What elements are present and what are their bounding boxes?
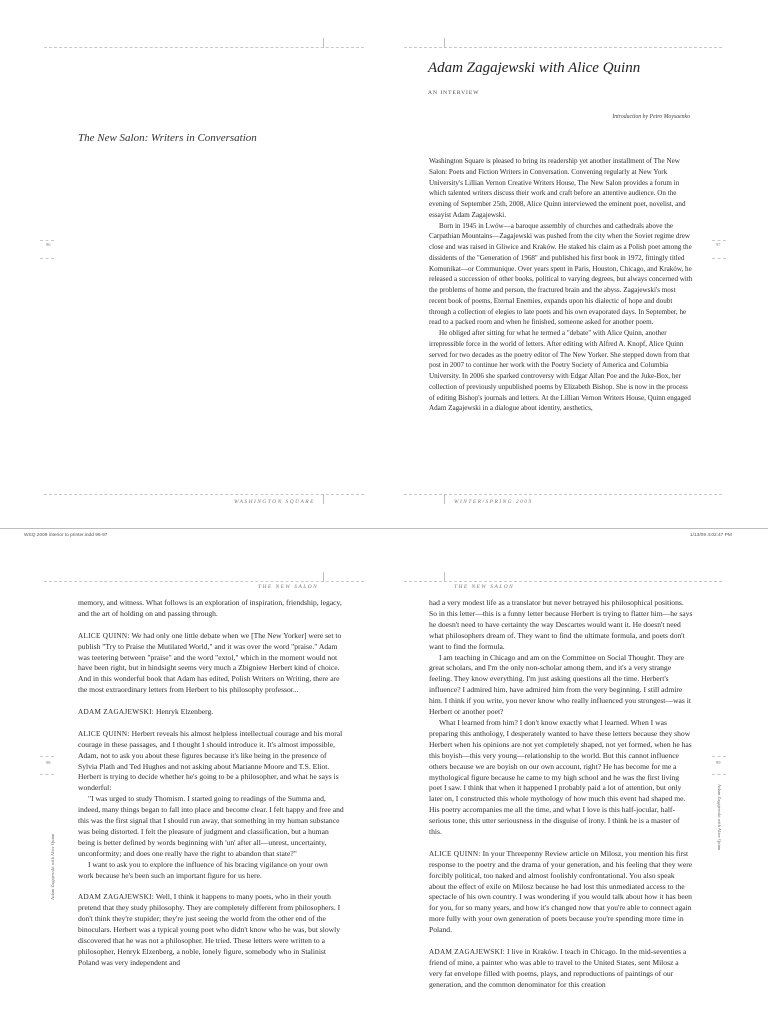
- speaker-label: ALICE QUINN:: [78, 631, 130, 640]
- running-footer: WINTER/SPRING 2009: [454, 499, 533, 505]
- body-paragraph: I want to ask you to explore the influence of his bracing vigilance on your own work because he's been such an important figure for us here.: [78, 859, 328, 880]
- page-number: 97: [716, 242, 721, 247]
- crop-line: [404, 494, 722, 495]
- crop-line: [712, 774, 726, 775]
- running-header: THE NEW SALON: [258, 584, 319, 590]
- paragraph-text: We had only one little debate when we [The New Yorker] were set to publish "Try to Praise the Mutilated World," and it was over the word "praise." Adam was teetering between "praise" and the word "extol," which in the moment would not have been right, but in hindsight seems very much a Zbigniew Herbert kind of choice. And in this wonderful book that Adam has edited, Polish Writers on Writing, there are the most extraordinary letters from Herbert to his philosophy professor...: [78, 630, 342, 695]
- crop-mark: [323, 38, 324, 48]
- printer-slug-left: WSQ 2009 interior to printer.indd 96-97: [24, 533, 108, 538]
- section-title: The New Salon: Writers in Conversation: [78, 132, 257, 144]
- dialogue-paragraph: [78, 631, 344, 696]
- paragraph-text: memory, and witness. What follows is an exploration of inspiration, friendship, legacy, and the art of holding on and passing through.: [78, 598, 342, 618]
- dialogue-paragraph: [429, 849, 693, 936]
- page-number: 96: [46, 242, 51, 247]
- body-paragraph: I am teaching in Chicago and am on the Committee on Social Thought. They are great scholars, and I'm the only non-scholar among them, and it's a very strange feeling. They know everything. I'm just asking questions all the time. Herbert's influence? I admired him, have admired him from the very beginning. I still admire him. I think if you write, you never know who really influenced you strongest—was it Herbert or another poet?: [429, 652, 691, 717]
- side-running-title: Adam Zagajewski with Alice Quinn: [717, 784, 722, 851]
- crop-mark: [444, 572, 445, 582]
- crop-line: [44, 581, 364, 582]
- crop-line: [712, 240, 726, 241]
- running-header: THE NEW SALON: [454, 584, 515, 590]
- crop-line: [712, 258, 726, 259]
- crop-line: [40, 774, 54, 775]
- crop-mark: [323, 494, 324, 504]
- page-number: 98: [46, 760, 51, 765]
- trim-line: [0, 528, 768, 529]
- body-paragraph: [78, 598, 344, 620]
- intro-paragraph: Born in 1945 in Lwów—a baroque assembly of churches and cathedrals above the Carpathian Mountains—Zagajewski was pushed from the city when the Soviet regime drew close and was raised in Gliwice and Kraków. He staked his claim as a Polish poet among the dissidents of the "Generation of 1968" and published his first book in 1972, fittingly titled Komunikat—or Communique. Over years spent in Paris, Houston, Chicago, and Kraków, he released a succession of other books, political to varying degrees, but always concerned with the problems of home and person, the fractured brain and the abyss. Zagajewski's most recent book of poems, Eternal Enemies, expands upon his dialectic of hope and doubt through a collection of elegies to late poets and his own evaporated days. In September, he read to a packed room and when he finished, someone asked for another poem.: [429, 221, 693, 327]
- left-page-text: [78, 598, 344, 969]
- crop-mark: [444, 494, 445, 504]
- crop-line: [712, 756, 726, 757]
- body-paragraph: had a very modest life as a translator but never betrayed his philosophical positions. So in this letter—this is a funny letter because Herbert is trying to flatter him—he says he doesn't need to have certainty the way Descartes would want it. He doesn't need what philosophers dream of. They want to find the ultimate formula, and poets don't want to find the formula.: [429, 598, 693, 651]
- crop-line: [40, 258, 54, 259]
- paragraph-text: In your Threepenny Review article on Milosz, you mention his first response to the poetry and the drama of your generation, and his feeling that they were forcibly political, too naked and almost foolishly confrontational. You also speak about the effect of exile on Milosz because he had lost this unmediated access to the spectacle of his own country. I was wondering if you would talk about how it has been for you, for so many years, and how it's changed now that you're able to connect again more fully with your own generation of poets because you're spending more time in Poland.: [429, 848, 693, 935]
- dialogue-paragraph: [429, 947, 693, 991]
- crop-line: [404, 47, 722, 48]
- paragraph-text: I live in Kraków. I teach in Chicago. In the mid-seventies a friend of mine, a painter who was able to travel to the United States, sent Milosz a very fat envelope filled with poems, plays, and reproductions of paintings of our generation, and the common denominator for this creation: [429, 946, 687, 989]
- crop-line: [404, 581, 722, 582]
- printer-slug-right: 1/13/09 4:02:47 PM: [690, 533, 732, 538]
- body-paragraph: What I learned from him? I don't know exactly what I learned. When I was preparing this anthology, I desperately wanted to have these letters because they show Herbert when his opinions are not yet completely shaped, not yet formed, when he has this boyish—this very young—relationship to the world. But this cannot influence others because we are boyish on our own account, right? He has become for me a mythological figure because he came to my high school and he was the first living poet I saw. I think that when it happened I probably paid a lot of attention, but only later on, I constructed this whole mythology of how much this event had shaped me. His poetry accompanies me all the time, and what I love is this half-jocular, half-serious tone, this utter seriousness in the disguise of irony. I think he is a master of this.: [429, 717, 692, 837]
- paragraph-text: Henryk Elzenberg.: [155, 707, 214, 717]
- intro-paragraph: Washington Square is pleased to bring its readership yet another installment of The New Salon: Poets and Fiction Writers in Conversation. Convening regularly at New York University's Lillian Vernon Creative Writers House, The New Salon provides a forum in which talented writers discuss their work and craft before an attentive audience. On the evening of September 25th, 2008, Alice Quinn interviewed the eminent poet, novelist, and essayist Adam Zagajewski.: [429, 157, 686, 219]
- crop-line: [40, 756, 54, 757]
- speaker-label: ADAM ZAGAJEWSKI:: [78, 893, 155, 902]
- intro-text: [429, 156, 693, 414]
- block-quote: "I was urged to study Thomism. I started going to readings of the Summa and, indeed, many things began to fall into place and become clear. I felt happy and free and this was the first signal that I should run away, that something in my human substance was being distorted. I felt the pleasure of judgment and classification, but a human being is better defined by words beginning with 'un' after all—unrest, uncertainty, unconformity; and does one really have the right to abandon that state?": [78, 794, 344, 858]
- speaker-label: ALICE QUINN:: [429, 849, 481, 858]
- crop-line: [44, 47, 364, 48]
- intro-credit: Introduction by Petro Moysaenko: [612, 114, 690, 120]
- paragraph-text: Herbert reveals his almost helpless intellectual courage and his moral courage in these passages, and I thought I should introduce it. It's almost impossible, Adam, not to ask you about these figures because it's like being in the presence of Sylvia Plath and Ted Hughes and not asking about Marianne Moore and T.S. Eliot. Herbert is trying to decide whether he's going to be a philosopher, and what he says is wonderful:: [78, 728, 343, 793]
- paragraph-text: Well, I think it happens to many poets, who in their youth pretend that they study philosophy. They are completely different from philosophers. I don't think they're stupider; they're just seeing the world from the other end of the binoculars. Herbert was a typical young poet who didn't know who he was, but slowly discovered that he was not a philosopher. He tried. These letters were written to a philosopher, Henryk Elzenberg, a noble, lonely figure, somebody who in Stalinist Poland was very independent and: [78, 892, 341, 967]
- article-subtitle: AN INTERVIEW: [428, 90, 480, 96]
- right-page-text: [429, 598, 693, 991]
- side-running-title: Adam Zagajewski with Alice Quinn: [50, 833, 55, 900]
- crop-line: [40, 240, 54, 241]
- crop-line: [44, 494, 364, 495]
- running-footer: WASHINGTON SQUARE: [234, 499, 315, 505]
- article-title: Adam Zagajewski with Alice Quinn: [428, 60, 641, 76]
- dialogue-paragraph: [78, 892, 344, 968]
- dialogue-paragraph: [78, 707, 344, 718]
- crop-mark: [323, 572, 324, 582]
- page-number: 99: [716, 760, 721, 765]
- crop-mark: [444, 38, 445, 48]
- dialogue-paragraph: [78, 729, 344, 794]
- speaker-label: ADAM ZAGAJEWSKI:: [78, 708, 155, 717]
- speaker-label: ADAM ZAGAJEWSKI:: [429, 947, 506, 956]
- intro-paragraph: He obliged after sitting for what he termed a "debate" with Alice Quinn, another irrepressible force in the world of letters. After editing with Alfred A. Knopf, Alice Quinn served for two decades as the poetry editor of The New Yorker. She stepped down from that post in 2007 to continue her work with the Poetry Society of America and Columbia University. In 2006 she sparked controversy with Edgar Allan Poe and the Juke-Box, her collection of previously unpublished poems by Elizabeth Bishop. She is now in the process of editing Bishop's journals and letters. At the Lillian Vernon Writers House, Quinn engaged Adam Zagajewski in a dialogue about identity, aesthetics,: [429, 329, 691, 413]
- speaker-label: ALICE QUINN:: [78, 729, 130, 738]
